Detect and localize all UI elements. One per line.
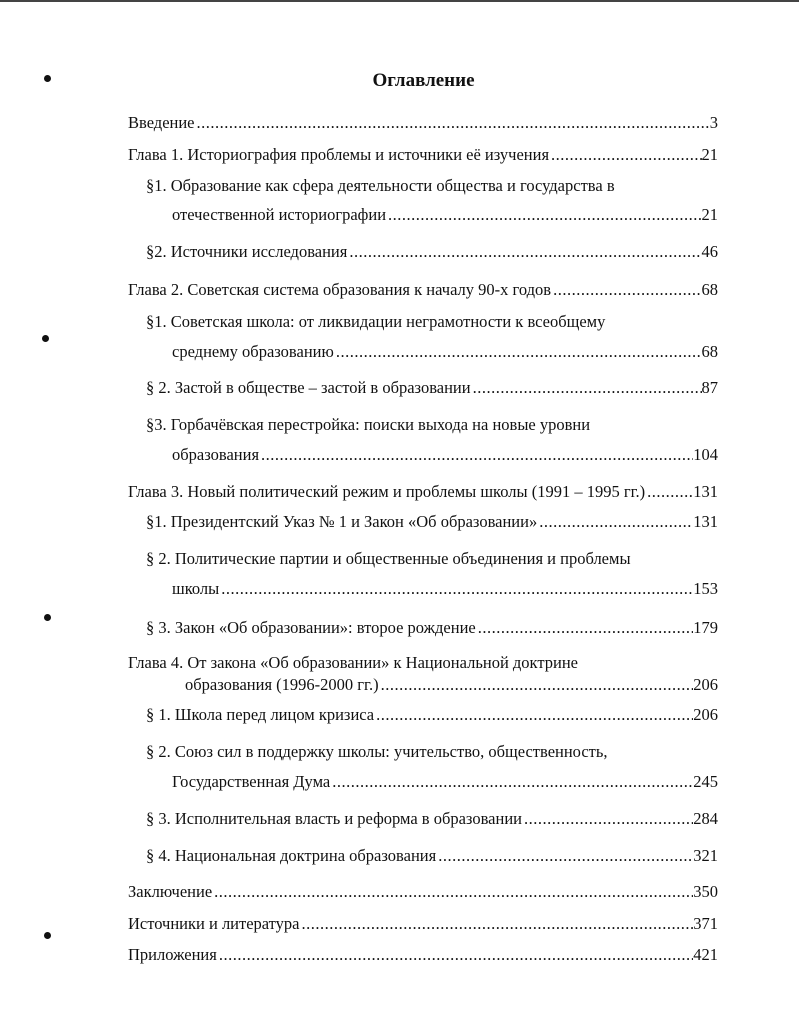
leader-dots	[537, 512, 693, 532]
toc-page-number: 68	[701, 280, 718, 299]
toc-entry-title: отечественной историографии	[172, 205, 387, 224]
toc-entry	[128, 653, 578, 673]
leader-dots	[471, 378, 702, 398]
toc-entry-title: Государственная Дума	[172, 772, 331, 791]
toc-entry	[128, 882, 718, 902]
toc-entry-title: Глава 2. Советская система образования к началу 90-х годов	[128, 280, 552, 299]
toc-page-number: 21	[701, 145, 718, 164]
toc-entry-title: §2. Источники исследования	[146, 242, 348, 261]
toc-entry	[146, 618, 718, 638]
leader-dots	[549, 145, 701, 165]
toc-entry-continuation	[172, 205, 718, 225]
toc-page-number: 131	[693, 482, 718, 501]
toc-page-number: 371	[693, 914, 718, 933]
toc-entry-title: §3. Горбачёвская перестройка: поиски выхода на новые уровни	[146, 415, 591, 434]
leader-dots	[217, 945, 693, 965]
toc-entry-continuation	[185, 675, 718, 695]
toc-page-number: 153	[693, 579, 718, 598]
toc-entry-title: образования	[172, 445, 260, 464]
leader-dots	[551, 280, 701, 300]
toc-page-number: 21	[701, 205, 718, 224]
toc-entry-continuation	[172, 772, 718, 792]
toc-page-number: 87	[701, 378, 718, 397]
toc-entry-continuation	[172, 445, 718, 465]
toc-page-number: 3	[709, 113, 718, 132]
toc-entry-title: Глава 3. Новый политический режим и проблемы школы (1991 – 1995 гг.)	[128, 482, 646, 501]
toc-entry-title: § 2. Союз сил в поддержку школы: учительство, общественность,	[146, 742, 608, 761]
leader-dots	[476, 618, 694, 638]
leader-dots	[259, 445, 693, 465]
toc-entry-title: образования (1996-2000 гг.)	[185, 675, 379, 694]
scan-top-border	[0, 0, 799, 2]
leader-dots	[374, 705, 693, 725]
toc-entry-title: § 2. Политические партии и общественные объединения и проблемы	[146, 549, 631, 568]
toc-entry	[128, 280, 718, 300]
toc-entry-title: § 3. Закон «Об образовании»: второе рождение	[146, 618, 476, 637]
toc-entry	[146, 846, 718, 866]
leader-dots	[195, 113, 710, 133]
leader-dots	[347, 242, 701, 262]
toc-entry	[128, 113, 718, 133]
toc-entry	[128, 145, 718, 165]
toc-entry-title: § 1. Школа перед лицом кризиса	[146, 705, 375, 724]
toc-entry	[146, 378, 718, 398]
toc-entry	[146, 242, 718, 262]
toc-entry-title: Введение	[128, 113, 195, 132]
toc-entry-title: §1. Образование как сфера деятельности общества и государства в	[146, 176, 615, 195]
toc-entry-title: Заключение	[128, 882, 213, 901]
toc-entry-title: § 3. Исполнительная власть и реформа в образовании	[146, 809, 522, 828]
toc-entry	[128, 945, 718, 965]
toc-entry	[128, 914, 718, 934]
toc-entry-continuation	[172, 579, 718, 599]
toc-page-number: 321	[693, 846, 718, 865]
toc-entry-title: Глава 1. Историография проблемы и источники её изучения	[128, 145, 550, 164]
toc-page-number: 350	[693, 882, 718, 901]
toc-entry	[146, 312, 605, 332]
leader-dots	[334, 342, 702, 362]
toc-entry-title: § 2. Застой в обществе – застой в образовании	[146, 378, 471, 397]
toc-entry	[146, 549, 631, 569]
toc-entry	[128, 482, 718, 502]
toc-entry-title: §1. Советская школа: от ликвидации неграмотности к всеобщему	[146, 312, 606, 331]
toc-page-number: 206	[693, 705, 718, 724]
toc-page-number: 46	[701, 242, 718, 261]
leader-dots	[436, 846, 693, 866]
leader-dots	[330, 772, 693, 792]
toc-entry	[146, 512, 718, 532]
toc-page-number: 421	[693, 945, 718, 964]
toc-entry-title: Глава 4. От закона «Об образовании» к Национальной доктрине	[128, 653, 578, 672]
toc-page-number: 284	[693, 809, 718, 828]
toc-entry-title: школы	[172, 579, 220, 598]
toc-page-number: 131	[693, 512, 718, 531]
leader-dots	[212, 882, 693, 902]
toc-page-number: 179	[693, 618, 718, 637]
toc-entry-continuation	[172, 342, 718, 362]
leader-dots	[386, 205, 701, 225]
toc-entry	[146, 176, 615, 196]
toc-entry	[146, 705, 718, 725]
scan-hole-mark	[44, 932, 51, 939]
scan-hole-mark	[42, 335, 49, 342]
toc-entry-title: Источники и литература	[128, 914, 300, 933]
leader-dots	[219, 579, 693, 599]
toc-page-number: 245	[693, 772, 718, 791]
toc-entry	[146, 809, 718, 829]
leader-dots	[300, 914, 694, 934]
leader-dots	[522, 809, 693, 829]
toc-entry-title: § 4. Национальная доктрина образования	[146, 846, 437, 865]
toc-page-number: 68	[701, 342, 718, 361]
scan-hole-mark	[44, 614, 51, 621]
toc-page-number: 206	[693, 675, 718, 694]
leader-dots	[379, 675, 694, 695]
page-title: Оглавление	[372, 70, 475, 91]
toc-entry-title: Приложения	[128, 945, 217, 964]
toc-entry-title: среднему образованию	[172, 342, 334, 361]
toc-page-number: 104	[693, 445, 718, 464]
toc-entry-title: §1. Президентский Указ № 1 и Закон «Об образовании»	[146, 512, 538, 531]
leader-dots	[645, 482, 693, 502]
toc-entry	[146, 415, 590, 435]
toc-entry	[146, 742, 608, 762]
